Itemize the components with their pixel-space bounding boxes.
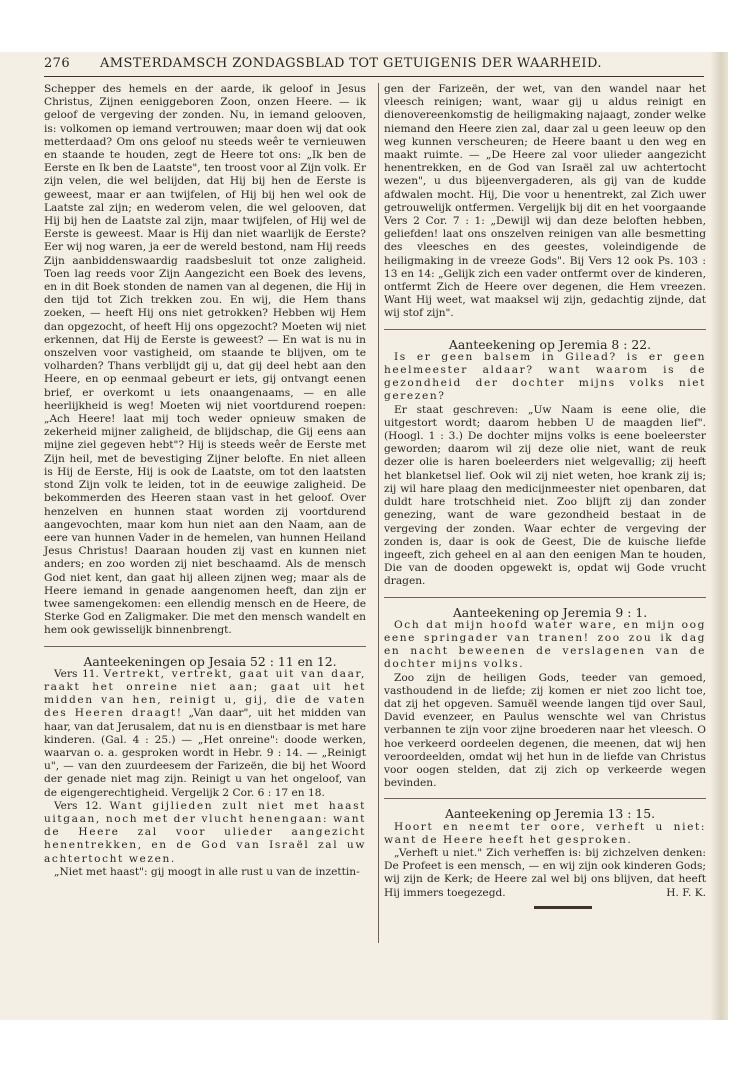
jeremia-9-quote: Och dat mijn hoofd water ware, en mijn oog eene springader van tranen! zoo zou ik dag en nacht beweenen de verslagenen van de dochter mijns volks. (384, 618, 706, 671)
header-rule (44, 76, 704, 77)
section-separator (44, 646, 366, 647)
running-title: AMSTERDAMSCH ZONDAGSBLAD TOT GETUIGENIS DER WAARHEID. (100, 56, 602, 71)
vers12-text: „Niet met haast": gij moogt in alle rust u van de inzettin- (54, 865, 360, 878)
jeremia-13-text (384, 847, 706, 900)
section-title-jeremia-8: Aanteekening op Jeremia 8 : 22. (448, 336, 652, 352)
vers12-paragraph (44, 800, 366, 866)
jeremia-8-text: Er staat geschreven: „Uw Naam is eene olie, die uitgestort wordt; daarom hebben U de maagden lief". (Hoogl. 1 : 3.) De dochter mijns volks is eene boeleerster geworden; daarom wil zij deze olie niet, want de reuk dezer olie is haren boeleerders niet welgevallig; zij heeft het blanketsel lief. Ook wil zij niet weten, hoe krank zij is; zij wil hare plaag den medicijnmeester niet openbaren, dat duldt hare trotschheid niet. Zoo blijft zij dan zonder genezing, want de ware gezondheid bestaat in de vergeving der zonden. Waar echter de vergeving der zonden is, daar is ook de Geest, Die de kuische liefde ingeeft, zich geheel en al aan den eenigen Man te houden, Die van de dooden opgewekt is, opdat wij Gode vrucht dragen. (384, 403, 706, 588)
vers12-label: Vers 12. (54, 799, 102, 812)
section-title-jeremia-13: Aanteekening op Jeremia 13 : 15. (444, 806, 656, 822)
left-column (44, 83, 366, 879)
section-separator (384, 798, 706, 799)
binding-gutter (710, 52, 728, 1020)
column-divider (378, 83, 379, 943)
intro-paragraph: Schepper des hemels en der aarde, ik geloof in Jesus Christus, Zijnen eeniggeboren Zoon, onzen Heere. — ik geloof de vergeving der zonden. Nu, in iemand gelooven, is: volkomen op iemand vertrouwen; maar doen wij dat ook metterdaad? Om ons geloof nu steeds weêr te vernieuwen en staande te houden, zegt de Heere tot ons: „Ik ben de Eerste en Ik ben de Laatste", ten troost voor al Zijn volk. Er zijn velen, die wel belijden, dat Hij bij hen de Eerste is geweest, maar er aan twijfelen, of Hij bij hen wel ook de Laatste zal zijn; en wederom velen, die wel gelooven, dat Hij bij hen de Laatste zal zijn, maar twijfelen, of Hij wel de Eerste is geweest. Maar is Hij dan niet waarlijk de Eerste? Eer wij nog waren, ja eer de wereld bestond, nam Hij reeds Zijn aanbiddenswaardig raadsbesluit tot onze zaligheid. Toen lag reeds voor Zijn Aangezicht een Boek des levens, en in dit Boek stonden de namen van al degenen, die Hij in den tijd tot Zich trekken zou. En wij, die Hem thans zoeken, — heeft Hij ons niet getrokken? Hebben wij Hem dan opgezocht, of heeft Hij ons opgezocht? Moeten wij niet erkennen, dat Hij de Eerste is geweest? — En wat is nu in onszelven voor vastigheid, om staande te blijven, om te volharden? Thans verblijdt gij u, dat gij deel hebt aan den Heere, en op eenmaal gebeurt er iets, gij ontvangt eenen brief, er overkomt u iets onaangenaams, — en alle heerlijkheid is weg! Moeten wij niet voortdurend roepen: „Ach Heere! laat mij toch weder opnieuw smaken de zekerheid mijner zaligheid, de blijdschap, die Gij eens aan mijne ziel gegeven hebt"? Hij is steeds weêr de Eerste met Zijn heil, met de bevestiging Zijner belofte. En niet alleen is Hij de Eerste, Hij is ook de Laatste, om tot den laatsten stond Zijn volk te leiden, tot in de eeuwige zaligheid. De bekommerden des Heeren staan vast in het geloof. Over henzelven en hunnen staat worden zij voortdurend aangevochten, maar kom hun niet aan den Naam, aan de eere van hunnen Vader in de hemelen, van hunnen Heiland Jesus Christus! Daaraan houden zij vast en kunnen niet anders; en zoo worden zij niet beschaamd. Als de mensch God niet kent, dan gaat hij alleen zijnen weg; maar als de Heere iemand in genade aangenomen heeft, dan zijn er twee samengekomen: een ellendig mensch en de Heere, de Sterke God en Zaligmaker. Die met den mensch wandelt en hem ook gewisselijk binnenbrengt. (44, 83, 367, 637)
vers11-quote: Vertrekt, vertrekt, gaat uit van daar, raakt het onreine niet aan; gaat uit het midden van hen, reinigt u, gij, die de vaten des Heeren draagt! (44, 667, 366, 720)
vers11-paragraph (44, 668, 366, 800)
vers11-label: Vers 11. (54, 667, 99, 680)
jeremia-13-body: „Verheft u niet." Zich verheffen is: bij zichzelven denken: De Profeet is een mensch, — en wij zijn ook kinderen Gods; wij zijn de Kerk; de Heere zal wel bij ons blijven, dat heeft Hij immers toegezegd. (384, 846, 706, 899)
section-title-jesaia: Aanteekeningen op Jesaia 52 : 11 en 12. (83, 653, 337, 669)
author-signature: H. F. K. (666, 886, 706, 899)
right-column (384, 83, 706, 909)
section-separator (384, 597, 706, 598)
continuation-paragraph: gen der Farizeën, der wet, van den wandel naar het vleesch reinigen; want, waar gij u aldus reinigt en dienovereenkomstig de heiligmaking najaagt, zonder welke niemand den Heere zien zal, daar zal u geen leeuw op den weg kunnen verscheuren; de Heere baant u den weg en maakt ruimte. — „De Heere zal voor ulieder aangezicht henentrekken, en de God van Israël zal uw achtertocht wezen", u dus bijeenvergaderen, als gij van de kudde afdwalen mocht. Hij, Die voor u henentrekt, zal Zich uwer getrouwelijk ontfermen. Vergelijk bij dit en het voorgaande Vers 2 Cor. 7 : 1: „Dewijl wij dan deze beloften hebben, geliefden! laat ons onszelven reinigen van alle besmetting des vleesches en des geestes, voleindigende de heiligmaking in de vreeze Gods". Bij Vers 12 ook Ps. 103 : 13 en 14: „Gelijk zich een vader ontfermt over de kinderen, ontfermt Zich de Heere over degenen, die Hem vreezen. Want Hij weet, wat maaksel wij zijn, gedachtig zijnde, dat wij stof zijn". (384, 83, 706, 320)
jeremia-8-quote: Is er geen balsem in Gilead? is er geen heelmeester aldaar? want waarom is de gezondheid der dochter mijns volks niet gerezen? (384, 350, 706, 403)
section-separator (384, 329, 706, 330)
page-number: 276 (44, 56, 71, 71)
vers12-quote: Want gijlieden zult niet met haast uitgaan, noch met der vlucht henengaan: want de Heere zal voor ulieder aangezicht henentrekken, en de God van Israël zal uw achtertocht wezen. (44, 799, 366, 865)
jeremia-9-text: Zoo zijn de heiligen Gods, teeder van gemoed, vasthoudend in de liefde; zij komen er niet zoo licht toe, dat zij het opgeven. Samuël weende langen tijd over Saul, David evenzeer, en Paulus wenschte wel van Christus verbannen te zijn voor zijne broederen naar het vleesch. O hoe verkeerd oordeelen degenen, die meenen, dat wij hen veroordeelden, omdat wij het hun in de liefde van Christus voor oogen stelden, dat zij zich op verkeerde wegen bevinden. (384, 671, 706, 790)
jeremia-13-quote: Hoort en neemt ter oore, verheft u niet: want de Heere heeft het gesproken. (384, 820, 706, 846)
vers11-text: „Van daar", uit het midden van haar, van dat Jerusalem, dat nu is en dienstbaar is met hare kinderen. (Gal. 4 : 25.) — „Het onreine": doode werken, waarvan o. a. gesproken wordt in Hebr. 9 : 14. — „Reinigt u", — van den zuurdeesem der Farizeën, die bij het Woord der genade niet mag zijn. Reinigt u van het ongeloof, van de eigengerechtigheid. Vergelijk 2 Cor. 6 : 17 en 18. (44, 707, 366, 799)
section-title-jeremia-9: Aanteekening op Jeremia 9 : 1. (452, 604, 648, 620)
closing-ornament (534, 906, 592, 909)
